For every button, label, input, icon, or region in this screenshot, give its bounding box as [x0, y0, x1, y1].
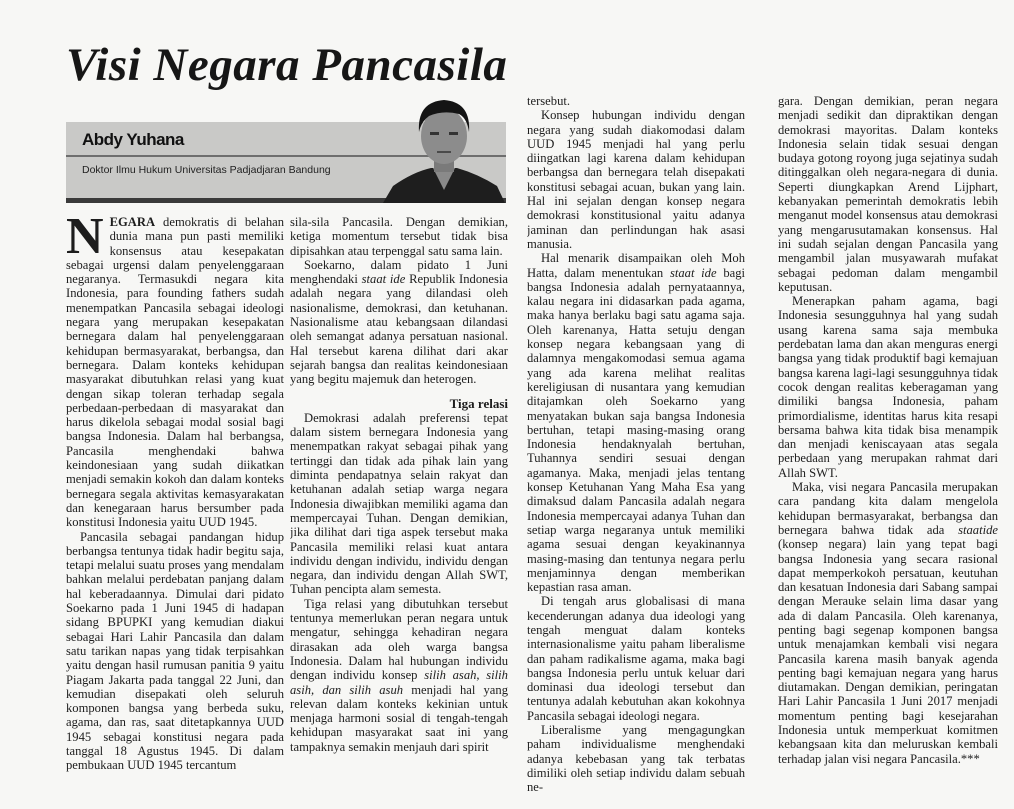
- article-title: Visi Negara Pancasila: [66, 39, 508, 91]
- article-paragraph: [290, 597, 508, 754]
- section-subheading: Tiga relasi: [449, 395, 508, 411]
- article-paragraph: [290, 411, 508, 597]
- text-segment: Pancasila sebagai pandangan hidup berbangsa tentunya tidak hadir begitu saja, tetapi melalui suatu proses yang mendalam bahkan melalui perdebatan panjang dalam hal keberadaannya. Dimulai dari pidato Soekarno pada 1 Juni 1945 di hadapan sidang BPUPKI yang kemudian diakui sebagai Hari Lahir Pancasila dan dalam satu tarikan napas yang tidak terpisahkan yaitu dengan hasil rumusan panitia 9 yaitu Piagam Jakarta pada tanggal 22 Juni, dan kemudian disepakati oleh seluruh komponen bangsa yang berbeda suku, agama, dan ras, saat ditetapkannya UUD 1945 sebagai konstitusi negara pada tanggal 18 Agustus 1945. Di dalam pembukaan UUD 1945 tercantum: [66, 529, 284, 773]
- author-affiliation: Doktor Ilmu Hukum Universitas Padjadjaran Bandung: [82, 164, 331, 176]
- text-segment: Liberalisme yang mengagungkan paham individualisme menghendaki adanya kebebasan yang tak terbatas dimiliki oleh setiap individu dalam sebuah ne-: [527, 723, 745, 794]
- article-paragraph: [778, 480, 998, 766]
- article-paragraph: [66, 530, 284, 773]
- italic-term: staatide: [958, 522, 998, 537]
- text-segment: Tiga relasi yang dibutuhkan tersebut tentunya memerlukan peran negara untuk mengatur, sehingga kehadiran negara dirasakan ada oleh warga bangsa Indonesia. Dalam hal hubungan individu dengan individu konsep: [290, 596, 508, 683]
- text-segment: Republik Indonesia adalah negara yang dilandasi oleh nasionalisme, demokrasi, dan ketuhanan. Nasionalisme atau kebangsaan dilandasi oleh semangat adanya persatuan nasional. Hal tersebut karena dilihat dari akar sejarah bangsa dan realitas keindonesiaan yang begitu majemuk dan heterogen.: [290, 272, 508, 387]
- article-paragraph: [527, 594, 745, 723]
- text-segment: Demokrasi adalah preferensi tepat dalam sistem bernegara Indonesia yang menempatkan rakyat sebagai pihak yang tertinggi dan tidak ada pihak lain yang diminta pendapatnya selain rakyat dan ketuhanan adalah setiap warga negara Indonesia diwajibkan memiliki agama dan mempercayai Tuhan. Dengan demikian, jika dilihat dari tiga aspek tersebut maka Pancasila memiliki relasi kuat antara individu dengan individu, individu dengan negara, dan individu dengan Allah SWT, Tuhan pencipta alam semesta.: [290, 410, 508, 597]
- article-column-2: [290, 215, 508, 795]
- article-paragraph: [527, 723, 745, 794]
- drop-cap: N: [66, 215, 104, 265]
- italic-term: staat ide: [361, 272, 406, 287]
- text-segment: gara. Dengan demikian, peran negara menjadi sedikit dan dipraktikan dengan demokrasi mayoritas. Dalam konteks Indonesia selain tidak sesuai dengan budaya gotong royong juga sejatinya sudah ditinggalkan oleh negara-negara di dunia. Seperti diungkapkan Arend Lijphart, kebanyakan pemerintah demokratis lebih menganut model konsensus atau demokrasi yang mengarusutamakan konsensus. Hal ini sudah sejalan dengan Pancasila yang mengambil jalan musyawarah mufakat sebagai pedoman dalam mengambil keputusan.: [778, 94, 998, 294]
- text-segment: Menerapkan paham agama, bagi Indonesia sesungguhnya hal yang sudah usang karena sama saja membuka perdebatan lama dan akan menguras energi bangsa yang tidak produktif bagi kemajuan bangsa karena lagi-lagi sesungguhnya tidak cocok dengan realitas keberagaman yang dimiliki bangsa Indonesia, paham primordialisme, identitas harus kita resapi bersama bahwa kita tidak bisa menampik dan menjadi keniscayaan atas segala perbedaan yang merupakan rahmat dari Allah SWT.: [778, 294, 998, 480]
- article-column-4: [778, 94, 998, 794]
- text-segment: bagi bangsa Indonesia adalah pernyataannya, kalau negara ini didasarkan pada agama, maka hanya berlaku bagi satu agama saja. Oleh karenanya, Hatta setuju dengan konsep negara kebangsaan yang di dalamnya mengakomodasi semua agama yang ada karena melihat realitas kereligiusan di nusantara yang kemudian ditajamkan oleh Soekarno yang menyatakan bukan saja bangsa Indonesia bertuhan, tetapi masing-masing orang Indonesia hendaknyalah bertuhan, Tuhannya sendiri sesuai dengan agamanya. Maka, menjadi jelas tentang konsep Ketuhanan Yang Maha Esa yang dimaksud dalam Pancasila adalah negara Indonesia mempercayai adanya Tuhan dan setiap warga negaranya untuk memiliki agama sesuai dengan keyakinannya masing-masing dan tentunya negara perlu menjaminnya dengan memberikan kepastian rasa aman.: [527, 265, 745, 595]
- article-paragraph: [527, 94, 745, 108]
- text-segment: Soekarno, dalam pidato 1 Juni menghendaki: [290, 257, 508, 287]
- article-paragraph: [778, 94, 998, 294]
- text-segment: demokratis di belahan dunia mana pun pasti memiliki konsensus atau kesepakatan sebagai urgensi dalam penyelenggaraan negaranya. Termasukdi negara kita Indonesia, para founding fathers sudah menempatkan Pancasila sebagai ideologi negara yang merupakan kesepakatan bernegara dalam hal penyelenggaraan kehidupan bermasyarakat, berbangsa, dan bernegara. Dalam konteks kehidupan masyarakat dibutuhkan relasi yang kuat dengan sikap toleran terhadap segala perbedaan-perbedaan di masyarakat dan harus dikelola sebagai modal sosial bagi bangsa Indonesia. Dalam hal berbangsa, Pancasila menghendaki bahwa keindonesiaan yang sudah diikatkan menjadi semakin kokoh dan dalam konteks bernegara segala aktivitas kemasyarakatan dan kenegaraan harus bersumber pada konstitusi Indonesia yaitu UUD 1945.: [66, 215, 284, 530]
- article-paragraph: [66, 215, 284, 530]
- text-segment: Konsep hubungan individu dengan negara yang sudah diakomodasi dalam UUD 1945 menjadi hal yang perlu diingatkan lagi karena dalam kehidupan berbangsa dan bernegara telah disepakati konstitusi sebagai acuan, bukan yang lain. Hal ini sejalan dengan konsep negara demokrasi konstitusional yaitu adanya jaminan dan perlindungan hak asasi manusia.: [527, 108, 745, 251]
- article-column-1: [66, 215, 284, 795]
- article-paragraph: [778, 294, 998, 480]
- text-segment: Maka, visi negara Pancasila merupakan cara pandang kita dalam mengelola kehidupan bermasyarakat, berbangsa dan bernegara bahwa tidak ada: [778, 480, 998, 537]
- text-segment: Hal menarik disampaikan oleh Moh Hatta, dalam menentukan: [527, 251, 745, 280]
- text-segment: sila-sila Pancasila. Dengan demikian, ketiga momentum tersebut tidak bisa dipisahkan atau terpenggal satu sama lain.: [290, 215, 508, 258]
- text-segment: Di tengah arus globalisasi di mana kecenderungan adanya dua ideologi yang tengah menguat dalam konteks internasionalisme yaitu paham liberalisme dan paham radikalisme agama, maka bagi bangsa Indonesia perlu untuk keluar dari dominasi dua ideologi tersebut dan tentunya adalah kebutuhan akan kokohnya Pancasila sebagai ideologi negara.: [527, 594, 745, 723]
- article-paragraph: [527, 108, 745, 251]
- lead-word: EGARA: [109, 215, 156, 229]
- text-segment: tersebut.: [527, 94, 571, 108]
- italic-term: silih asah, silih asih, dan silih asuh: [290, 668, 508, 697]
- text-segment: (konsep negara) lain yang tepat bagi bangsa Indonesia yang secara rasional dapat memperkokoh persatuan, keutuhan dan kesatuan Indonesia dari Sabang sampai dengan Merauke selain lima dasar yang ada di dalam Pancasila. Oleh karenanya, penting bagi segenap komponen bangsa untuk menajamkan kembali visi negara Pancasila karena masih banyak agenda penting bagi kemajuan negara yang harus diutamakan. Dengan demikian, peringatan Hari Lahir Pancasila 1 Juni 2017 menjadi momentum penting bagi kesejarahan Indonesia untuk memperkuat komitmen kebangsaan kita dan meluruskan kembali terhadap jalan visi negara Pancasila.***: [778, 537, 998, 766]
- article-paragraph: [527, 251, 745, 594]
- article-column-3: [527, 94, 745, 794]
- author-photo: [383, 94, 505, 203]
- text-segment: menjadi hal yang relevan dalam konteks kekinian untuk menjaga harmoni sosial di tengah-tengah kehidupan masyarakat saat ini yang tampaknya semakin menjauh dari spirit: [290, 682, 508, 754]
- article-paragraph: [290, 215, 508, 258]
- article-paragraph: [290, 258, 508, 387]
- author-name: Abdy Yuhana: [82, 130, 184, 149]
- italic-term: staat ide: [669, 265, 717, 280]
